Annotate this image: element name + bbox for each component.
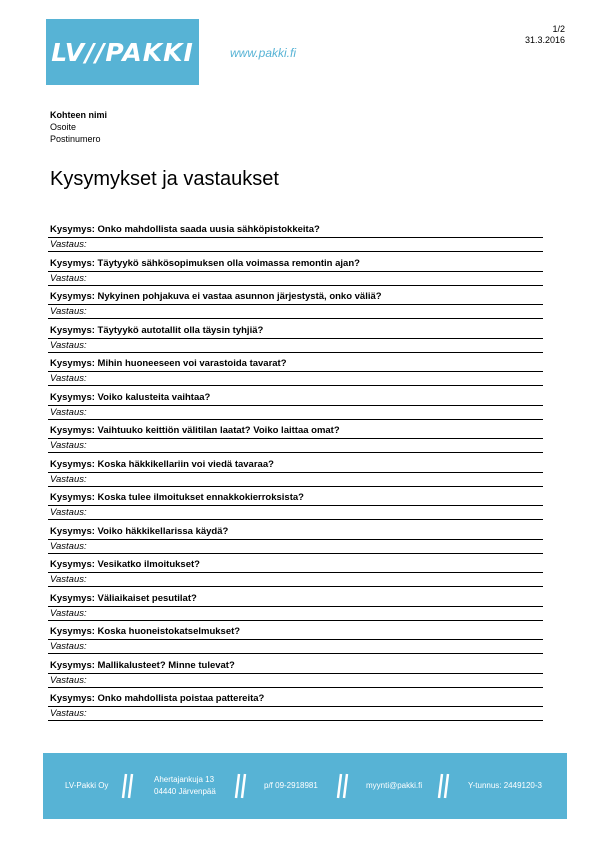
answer-label: Vastaus: [50, 708, 87, 719]
separator-icon [336, 773, 350, 799]
question-text: Kysymys: Vaihtuuko keittiön välitilan laatat? Voiko laittaa omat? [50, 425, 340, 436]
divider [48, 505, 543, 506]
answer-label: Vastaus: [50, 674, 87, 686]
recipient-address: Osoite [50, 122, 77, 132]
answer-label: Vastaus: [50, 574, 87, 585]
divider [48, 285, 543, 286]
divider [48, 639, 543, 640]
answer-label: Vastaus: [50, 507, 87, 518]
company-logo [46, 19, 199, 85]
recipient-block [50, 109, 107, 145]
qa-row [48, 425, 543, 459]
divider [48, 419, 543, 420]
footer-email[interactable]: myynti@pakki.fi [366, 781, 423, 790]
qa-list [48, 224, 543, 727]
divider [48, 338, 543, 339]
question-text: Kysymys: Täytyykö autotallit olla täysin tyhjiä? [50, 324, 264, 336]
answer-label: Vastaus: [50, 607, 87, 619]
question-text: Kysymys: Täytyykö sähkösopimuksen olla voimassa remontin ajan? [50, 257, 360, 269]
divider [48, 539, 543, 540]
question-text: Kysymys: Vesikatko ilmoitukset? [50, 559, 200, 570]
qa-row [48, 358, 543, 392]
divider [48, 318, 543, 319]
question-text: Kysymys: Onko mahdollista poistaa pattereita? [50, 693, 265, 704]
question-text: Kysymys: Onko mahdollista saada uusia sähköpistokkeita? [50, 224, 320, 235]
divider [48, 720, 543, 721]
document-date: 31.3.2016 [524, 35, 565, 45]
answer-label: Vastaus: [50, 272, 87, 284]
divider [48, 620, 543, 621]
divider [48, 586, 543, 587]
divider [48, 687, 543, 688]
logo-text: LV//PAKKI [51, 37, 194, 67]
separator-icon [121, 773, 135, 799]
recipient-postal: Postinumero [50, 134, 101, 144]
answer-label: Vastaus: [50, 540, 87, 552]
answer-label: Vastaus: [50, 306, 87, 317]
divider [48, 553, 543, 554]
divider [48, 653, 543, 654]
divider [48, 304, 543, 305]
qa-row [48, 224, 543, 258]
divider [48, 452, 543, 453]
answer-label: Vastaus: [50, 373, 87, 384]
divider [48, 438, 543, 439]
separator-icon [437, 773, 451, 799]
divider [48, 251, 543, 252]
qa-row [48, 291, 543, 325]
question-text: Kysymys: Koska häkkikellariin voi viedä tavaraa? [50, 458, 274, 470]
divider [48, 486, 543, 487]
qa-row [48, 593, 543, 627]
footer-address [154, 753, 216, 819]
page-title: Kysymykset ja vastaukset [50, 168, 279, 190]
qa-row [48, 626, 543, 660]
recipient-name: Kohteen nimi [50, 110, 108, 120]
divider [48, 572, 543, 573]
divider [48, 472, 543, 473]
answer-label: Vastaus: [50, 406, 87, 418]
qa-row [48, 693, 543, 727]
answer-label: Vastaus: [50, 473, 87, 485]
website-link[interactable]: www.pakki.fi [230, 46, 297, 60]
divider [48, 405, 543, 406]
qa-row [48, 325, 543, 359]
footer-city: 04440 Järvenpää [154, 787, 216, 796]
footer-business-id: Y-tunnus: 2449120-3 [468, 781, 542, 790]
page-number: 1/2 [552, 24, 565, 34]
footer-phone: p/f 09-2918981 [264, 781, 318, 790]
qa-row [48, 660, 543, 694]
divider [48, 606, 543, 607]
qa-row [48, 258, 543, 292]
footer-bar [43, 753, 567, 819]
qa-row [48, 492, 543, 526]
qa-row [48, 526, 543, 560]
divider [48, 352, 543, 353]
separator-icon [234, 773, 248, 799]
question-text: Kysymys: Voiko kalusteita vaihtaa? [50, 391, 211, 403]
qa-row [48, 459, 543, 493]
qa-row [48, 392, 543, 426]
divider [48, 519, 543, 520]
question-text: Kysymys: Nykyinen pohjakuva ei vastaa asunnon järjestystä, onko väliä? [50, 291, 382, 302]
question-text: Kysymys: Voiko häkkikellarissa käydä? [50, 525, 229, 537]
divider [48, 371, 543, 372]
question-text: Kysymys: Väliaikaiset pesutilat? [50, 592, 197, 604]
question-text: Kysymys: Mallikalusteet? Minne tulevat? [50, 659, 235, 671]
answer-label: Vastaus: [50, 239, 87, 250]
divider [48, 706, 543, 707]
footer-company: LV-Pakki Oy [65, 781, 109, 790]
divider [48, 385, 543, 386]
qa-row [48, 559, 543, 593]
divider [48, 673, 543, 674]
answer-label: Vastaus: [50, 641, 87, 652]
divider [48, 237, 543, 238]
answer-label: Vastaus: [50, 339, 87, 351]
footer-street: Ahertajankuja 13 [154, 775, 215, 784]
question-text: Kysymys: Koska tulee ilmoitukset ennakkokierroksista? [50, 492, 304, 503]
question-text: Kysymys: Koska huoneistokatselmukset? [50, 626, 241, 637]
answer-label: Vastaus: [50, 440, 87, 451]
divider [48, 271, 543, 272]
question-text: Kysymys: Mihin huoneeseen voi varastoida tavarat? [50, 358, 287, 369]
